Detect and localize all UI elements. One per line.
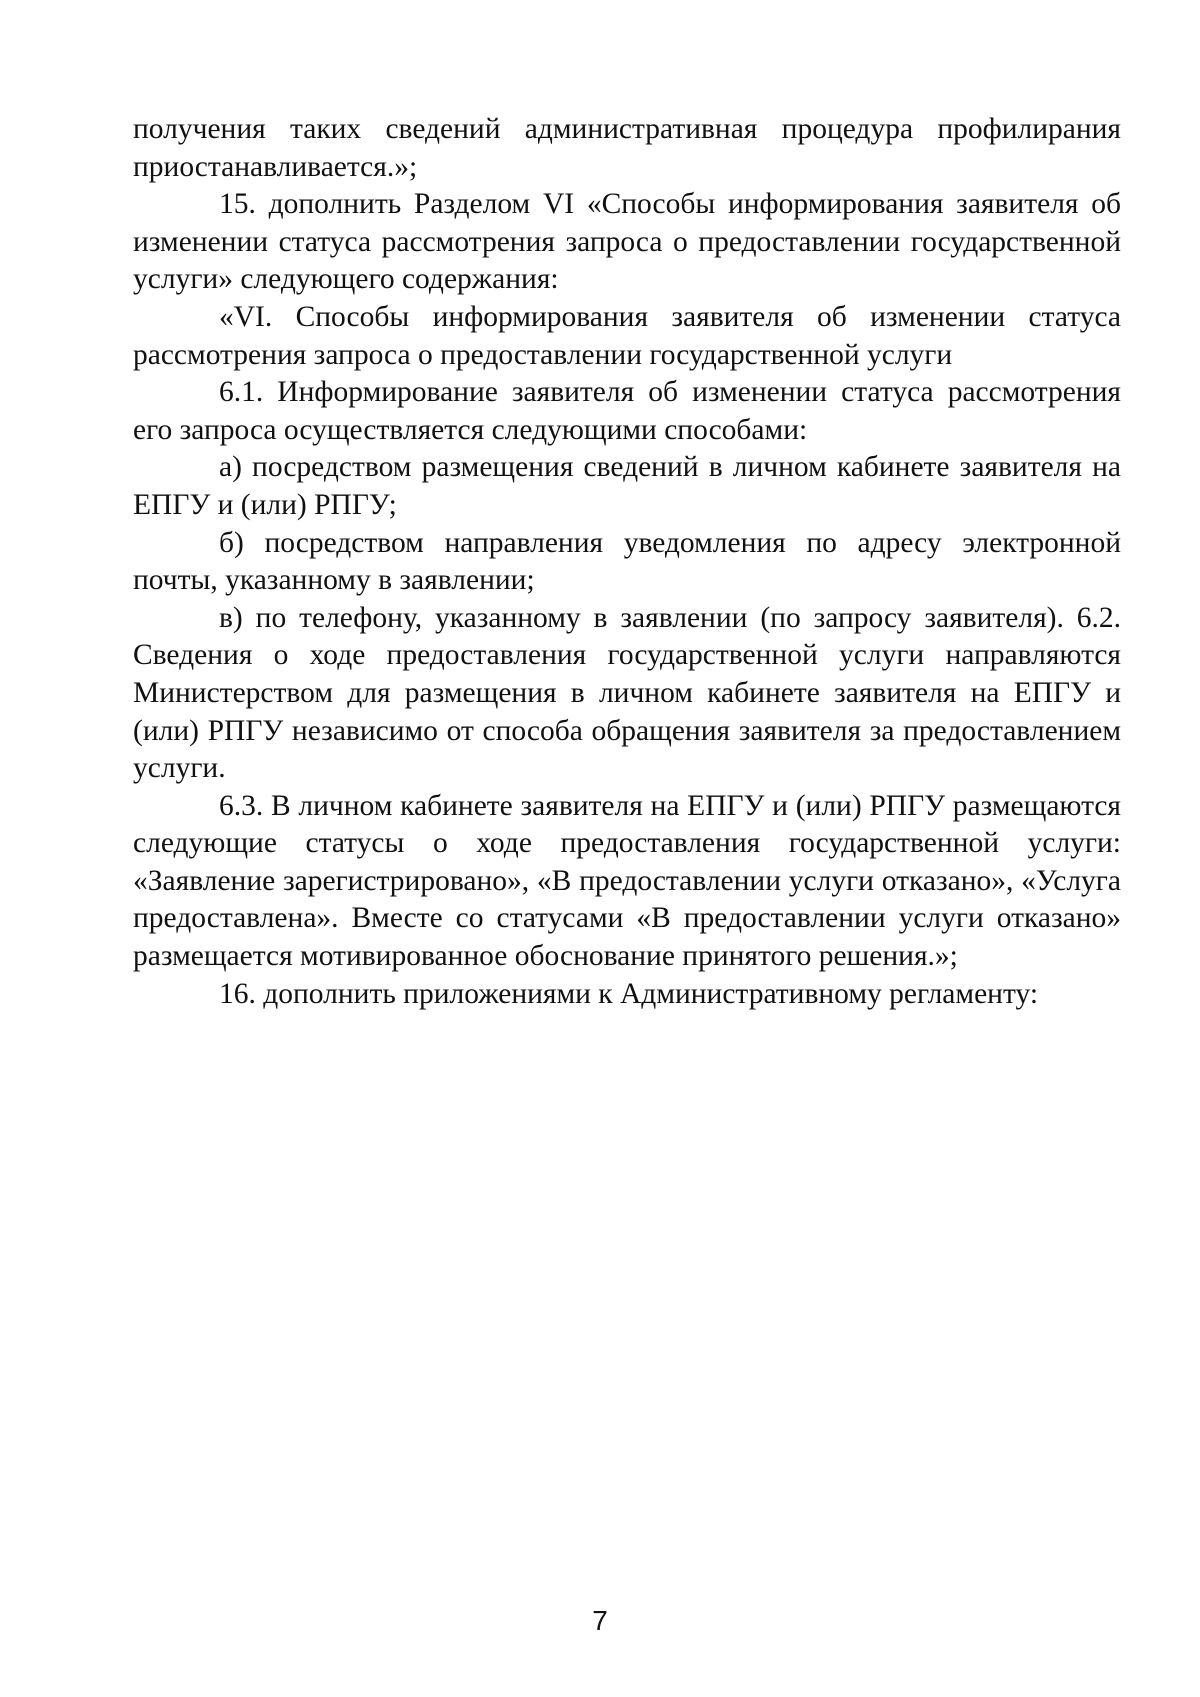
paragraph: 15. дополнить Разделом VI «Способы информирования заявителя об изменении статуса рассмотрения запроса о предоставлении государственной услуги» следующего содержания: xyxy=(133,188,1121,296)
paragraph: 6.3. В личном кабинете заявителя на ЕПГУ и (или) РПГУ размещаются следующие статусы о ходе предоставления государственной услуги: «Заявление зарегистрировано», «В предоставлении услуги отказано», «Услуга предоставлена». Вместе со статусами «В предоставлении услуги отказано» размещается мотивированное обоснование принятого решения.»; xyxy=(133,789,1121,973)
section-heading: «VI. Способы информирования заявителя об изменении статуса рассмотрения запроса о предоставлении государственной услуги xyxy=(133,300,1121,371)
document-body xyxy=(133,111,1121,1013)
paragraph: 6.1. Информирование заявителя об изменении статуса рассмотрения его запроса осуществляется следующими способами: xyxy=(133,376,1121,446)
page-number: 7 xyxy=(592,1605,608,1636)
list-item: в) по телефону, указанному в заявлении (по запросу заявителя). 6.2. Сведения о ходе предоставления государственной услуги направляются Министерством для размещения в личном кабинете заявителя на ЕПГУ и (или) РПГУ независимо от способа обращения заявителя за предоставлением услуги. xyxy=(133,601,1121,785)
list-item: а) посредством размещения сведений в личном кабинете заявителя на ЕПГУ и (или) РПГУ; xyxy=(133,451,1121,521)
paragraph: получения таких сведений административная процедура профилирания приостанавливается.»; xyxy=(133,113,1121,183)
list-item: б) посредством направления уведомления по адресу электронной почты, указанному в заявлении; xyxy=(133,526,1121,597)
paragraph: 16. дополнить приложениями к Административному регламенту: xyxy=(219,977,1039,1010)
